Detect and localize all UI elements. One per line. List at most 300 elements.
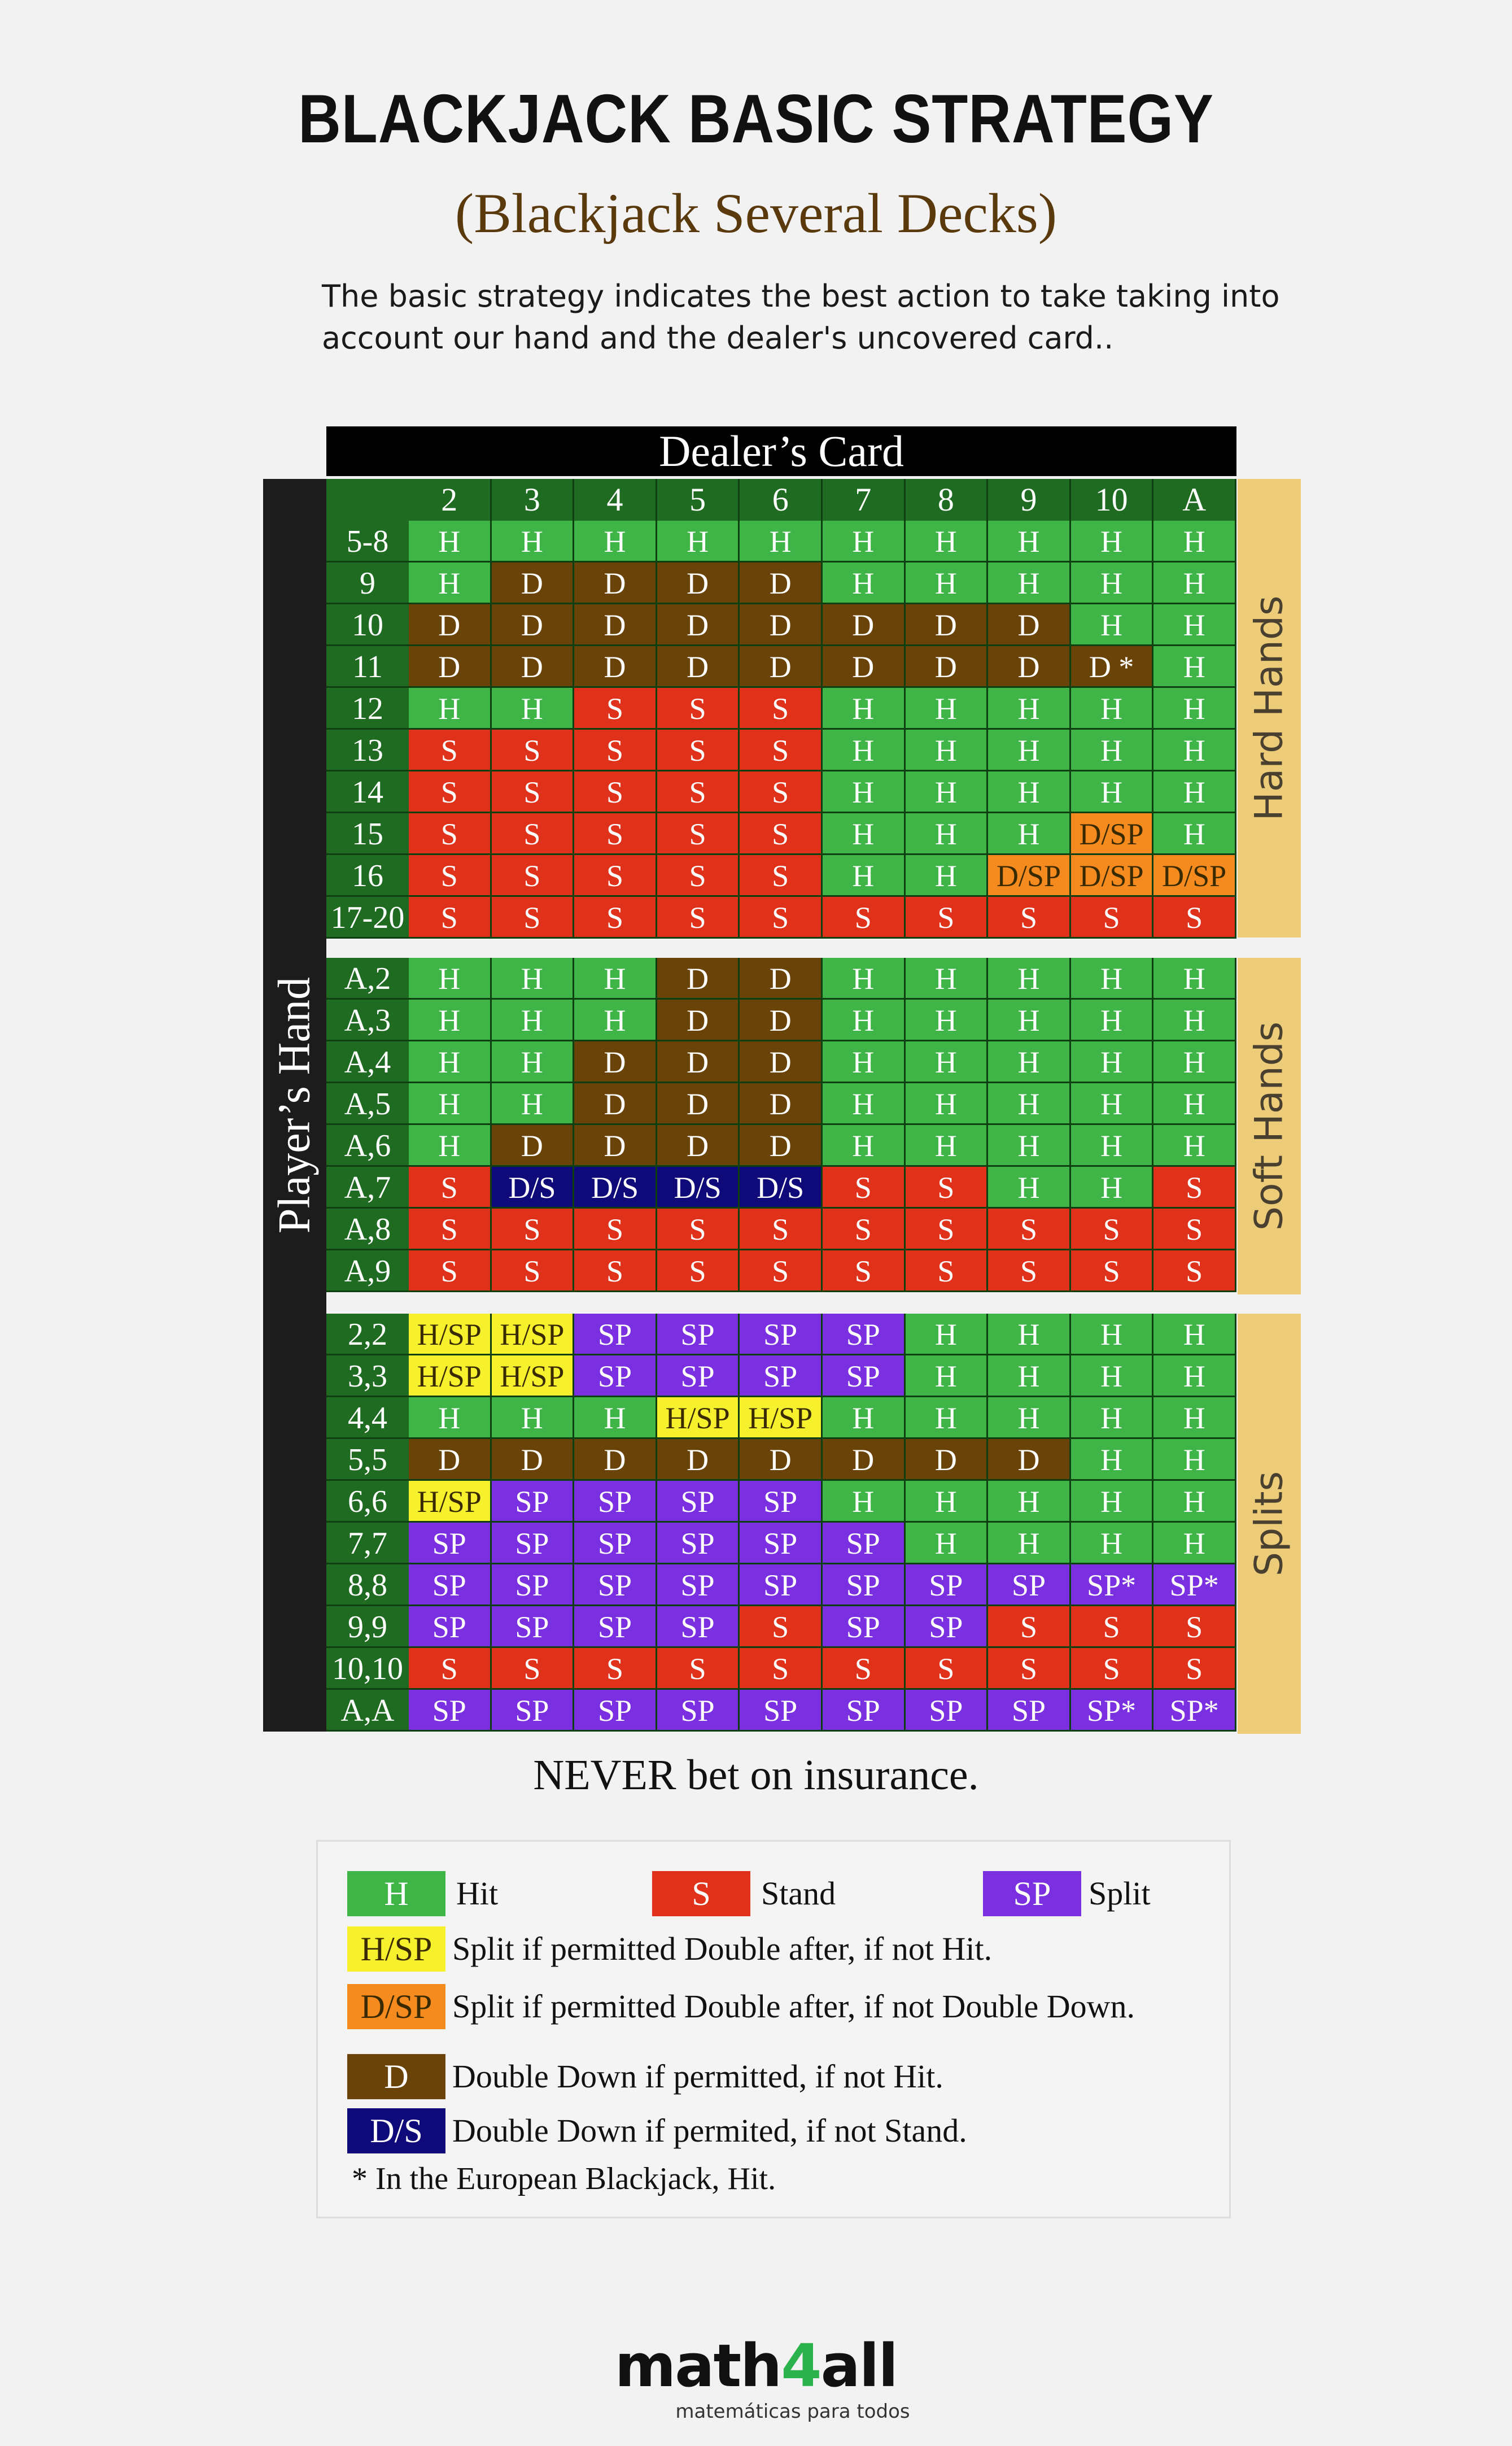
strategy-cell: H	[409, 1083, 492, 1125]
strategy-cell: SP*	[1153, 1564, 1236, 1606]
strategy-cell: H	[1153, 730, 1236, 771]
strategy-cell: H	[1071, 1314, 1154, 1355]
legend-split-text: Split	[1089, 1875, 1151, 1912]
strategy-cell: H	[1153, 1481, 1236, 1523]
strategy-cell: D	[657, 958, 740, 1000]
strategy-cell: H	[906, 1000, 989, 1041]
strategy-cell: H	[1153, 1397, 1236, 1439]
strategy-cell: S	[409, 1250, 492, 1292]
row-label: 9	[326, 563, 409, 604]
strategy-cell: SP	[823, 1523, 906, 1564]
strategy-cell: S	[1153, 897, 1236, 939]
strategy-cell: H	[823, 1041, 906, 1083]
row-label: 13	[326, 730, 409, 771]
strategy-cell: H	[574, 1000, 657, 1041]
strategy-cell: H	[1071, 604, 1154, 646]
strategy-cell: H	[1153, 1041, 1236, 1083]
strategy-cell: D/S	[492, 1167, 575, 1209]
side-label-hard-hands	[1238, 479, 1301, 938]
dealer-card-3: 3	[492, 479, 575, 521]
table-row	[326, 1083, 1236, 1125]
strategy-cell: H	[574, 1397, 657, 1439]
strategy-cell: S	[574, 855, 657, 897]
strategy-cell: SP*	[1153, 1690, 1236, 1732]
table-row	[326, 1397, 1236, 1439]
strategy-cell: H	[1153, 1125, 1236, 1167]
page-subtitle: (Blackjack Several Decks)	[455, 182, 1057, 245]
strategy-cell: S	[657, 771, 740, 813]
strategy-cell: D	[906, 646, 989, 688]
strategy-cell: H	[1153, 771, 1236, 813]
legend-hit-text: Hit	[456, 1875, 499, 1912]
strategy-cell: H	[823, 771, 906, 813]
player-hand-label: Player’s Hand	[269, 977, 320, 1233]
strategy-cell: SP	[823, 1606, 906, 1648]
strategy-cell: S	[1153, 1606, 1236, 1648]
strategy-cell: H	[1071, 958, 1154, 1000]
strategy-cell: D	[657, 1041, 740, 1083]
row-label: 14	[326, 771, 409, 813]
strategy-cell: S	[409, 897, 492, 939]
strategy-cell: H	[988, 1167, 1071, 1209]
strategy-cell: H/SP	[492, 1314, 575, 1355]
strategy-cell: D	[492, 646, 575, 688]
row-label: A,7	[326, 1167, 409, 1209]
strategy-cell: S	[657, 897, 740, 939]
row-label: A,4	[326, 1041, 409, 1083]
strategy-cell: SP	[740, 1355, 823, 1397]
strategy-cell: H	[1071, 1083, 1154, 1125]
strategy-cell: H	[1071, 1523, 1154, 1564]
strategy-cell: SP*	[1071, 1690, 1154, 1732]
strategy-cell: H	[823, 1083, 906, 1125]
strategy-cell: SP	[740, 1314, 823, 1355]
strategy-cell: H	[906, 855, 989, 897]
strategy-cell: H	[906, 1083, 989, 1125]
strategy-cell: H/SP	[492, 1355, 575, 1397]
strategy-cell: H	[1071, 563, 1154, 604]
strategy-cell: H	[988, 1041, 1071, 1083]
strategy-cell: S	[906, 1250, 989, 1292]
strategy-cell: H	[1153, 1355, 1236, 1397]
strategy-cell: S	[409, 1648, 492, 1690]
strategy-cell: S	[823, 1167, 906, 1209]
strategy-cell: S	[574, 1250, 657, 1292]
strategy-cell: D	[574, 1439, 657, 1481]
row-label: A,6	[326, 1125, 409, 1167]
table-row	[326, 604, 1236, 646]
strategy-cell: SP*	[1071, 1564, 1154, 1606]
row-label: A,5	[326, 1083, 409, 1125]
strategy-cell: SP	[657, 1606, 740, 1648]
strategy-cell: D	[740, 646, 823, 688]
legend-dsp-text: Split if permitted Double after, if not Double Down.	[452, 1988, 1135, 2025]
strategy-cell: H	[988, 958, 1071, 1000]
strategy-cell: S	[492, 1209, 575, 1250]
table-row	[326, 855, 1236, 897]
strategy-cell: SP	[906, 1690, 989, 1732]
strategy-cell: H	[409, 563, 492, 604]
strategy-cell: SP	[823, 1690, 906, 1732]
strategy-cell: H	[823, 563, 906, 604]
strategy-cell: SP	[988, 1690, 1071, 1732]
strategy-cell: H	[988, 563, 1071, 604]
row-label: 5-8	[326, 521, 409, 563]
strategy-cell: SP	[906, 1564, 989, 1606]
legend-hit-swatch: H	[347, 1871, 445, 1916]
strategy-cell: H	[823, 1397, 906, 1439]
strategy-cell: H	[1071, 1397, 1154, 1439]
table-row	[326, 1250, 1236, 1292]
strategy-cell: S	[574, 1209, 657, 1250]
strategy-cell: D	[740, 1125, 823, 1167]
strategy-cell: SP	[492, 1523, 575, 1564]
strategy-cell: H	[574, 958, 657, 1000]
strategy-cell: H/SP	[409, 1481, 492, 1523]
dealer-card-10: 10	[1071, 479, 1154, 521]
strategy-cell: H	[906, 1523, 989, 1564]
row-label: 17-20	[326, 897, 409, 939]
strategy-cell: D	[574, 1041, 657, 1083]
strategy-cell: SP	[492, 1606, 575, 1648]
strategy-cell: S	[1071, 1250, 1154, 1292]
legend-footnote: * In the European Blackjack, Hit.	[352, 2161, 776, 2196]
strategy-cell: H	[906, 1125, 989, 1167]
strategy-cell: D/S	[740, 1167, 823, 1209]
strategy-cell: SP	[906, 1606, 989, 1648]
table-row	[326, 646, 1236, 688]
table-row	[326, 1167, 1236, 1209]
strategy-cell: H	[988, 730, 1071, 771]
row-label: A,2	[326, 958, 409, 1000]
strategy-cell: D	[657, 1439, 740, 1481]
strategy-cell: H	[1153, 604, 1236, 646]
strategy-cell: H	[906, 1397, 989, 1439]
strategy-cell: SP	[823, 1314, 906, 1355]
strategy-cell: D	[657, 604, 740, 646]
strategy-cell: H	[823, 730, 906, 771]
strategy-cell: H	[1071, 1355, 1154, 1397]
page-title: BLACKJACK BASIC STRATEGY	[298, 80, 1214, 157]
table-row	[326, 1209, 1236, 1250]
strategy-cell: SP	[574, 1314, 657, 1355]
strategy-cell: D	[492, 563, 575, 604]
table-row	[326, 813, 1236, 855]
table-row	[326, 1690, 1236, 1732]
strategy-cell: S	[740, 855, 823, 897]
strategy-cell: H	[492, 688, 575, 730]
strategy-cell: S	[492, 1250, 575, 1292]
strategy-cell: S	[409, 1209, 492, 1250]
strategy-cell: D	[492, 1439, 575, 1481]
strategy-cell: S	[492, 813, 575, 855]
insurance-warning: NEVER bet on insurance.	[533, 1751, 979, 1799]
strategy-cell: SP	[574, 1564, 657, 1606]
strategy-cell: D	[657, 646, 740, 688]
strategy-cell: H/SP	[409, 1314, 492, 1355]
strategy-cell: SP	[574, 1606, 657, 1648]
strategy-cell: H	[740, 521, 823, 563]
soft-hands-label: Soft Hands	[1247, 1021, 1292, 1231]
strategy-cell: H	[906, 1314, 989, 1355]
strategy-cell: D	[574, 563, 657, 604]
strategy-cell: SP	[657, 1564, 740, 1606]
strategy-cell: S	[409, 813, 492, 855]
strategy-cell: D/S	[657, 1167, 740, 1209]
table-row	[326, 1481, 1236, 1523]
row-label: 9,9	[326, 1606, 409, 1648]
strategy-cell: S	[740, 1250, 823, 1292]
strategy-cell: D	[657, 1000, 740, 1041]
strategy-cell: S	[740, 813, 823, 855]
dealer-card-2: 2	[409, 479, 492, 521]
strategy-cell: H	[492, 1083, 575, 1125]
strategy-cell: H	[823, 521, 906, 563]
table-row	[326, 1523, 1236, 1564]
strategy-cell: S	[740, 897, 823, 939]
strategy-cell: D	[740, 1439, 823, 1481]
strategy-cell: H	[906, 1041, 989, 1083]
strategy-cell: D	[740, 958, 823, 1000]
table-row	[326, 1439, 1236, 1481]
strategy-cell: H/SP	[409, 1355, 492, 1397]
strategy-cell: H	[657, 521, 740, 563]
strategy-cell: D	[740, 1000, 823, 1041]
strategy-cell: H	[988, 1125, 1071, 1167]
dealer-card-6: 6	[740, 479, 823, 521]
strategy-cell: S	[1153, 1648, 1236, 1690]
strategy-cell: H	[1153, 1439, 1236, 1481]
strategy-cell: H	[906, 771, 989, 813]
table-row	[326, 1125, 1236, 1167]
strategy-cell: H	[988, 1314, 1071, 1355]
strategy-cell: SP	[657, 1481, 740, 1523]
strategy-cell: SP	[657, 1690, 740, 1732]
strategy-cell: SP	[740, 1564, 823, 1606]
strategy-cell: S	[906, 1209, 989, 1250]
strategy-cell: SP	[657, 1314, 740, 1355]
strategy-cell: S	[906, 1167, 989, 1209]
strategy-cell: SP	[823, 1355, 906, 1397]
legend-d-text: Double Down if permitted, if not Hit.	[452, 2058, 943, 2095]
table-row	[326, 521, 1236, 563]
strategy-cell: D	[657, 1125, 740, 1167]
brand-part-3: all	[820, 2331, 898, 2400]
strategy-cell: H	[906, 730, 989, 771]
strategy-cell: H	[1153, 1000, 1236, 1041]
strategy-cell: SP	[492, 1564, 575, 1606]
row-label: A,8	[326, 1209, 409, 1250]
strategy-cell: D	[988, 604, 1071, 646]
strategy-cell: S	[657, 855, 740, 897]
strategy-cell: H	[906, 1355, 989, 1397]
strategy-cell: H	[492, 1000, 575, 1041]
strategy-cell: H	[1153, 1523, 1236, 1564]
dealer-card-9: 9	[988, 479, 1071, 521]
strategy-cell: D	[823, 604, 906, 646]
strategy-cell: S	[574, 730, 657, 771]
strategy-cell: D	[740, 563, 823, 604]
row-label: 10,10	[326, 1648, 409, 1690]
strategy-cell: S	[740, 1209, 823, 1250]
strategy-cell: H	[1153, 958, 1236, 1000]
legend-stand-text: Stand	[761, 1875, 836, 1912]
legend-stand-swatch: S	[652, 1871, 750, 1916]
strategy-cell: H	[409, 1397, 492, 1439]
strategy-cell: S	[574, 813, 657, 855]
strategy-cell: H	[574, 521, 657, 563]
strategy-cell: H	[906, 563, 989, 604]
table-row	[326, 771, 1236, 813]
strategy-cell: H	[823, 688, 906, 730]
strategy-cell: D	[574, 1083, 657, 1125]
brand-logo	[0, 2331, 1512, 2400]
strategy-cell: SP	[740, 1481, 823, 1523]
strategy-cell: H	[988, 688, 1071, 730]
strategy-cell: H	[906, 813, 989, 855]
strategy-cell: H	[1153, 1083, 1236, 1125]
strategy-cell: H	[823, 958, 906, 1000]
strategy-cell: H	[1153, 1314, 1236, 1355]
strategy-cell: S	[740, 1606, 823, 1648]
strategy-cell: H	[409, 1041, 492, 1083]
strategy-cell: S	[988, 1250, 1071, 1292]
strategy-cell: D	[492, 604, 575, 646]
strategy-cell: D	[988, 646, 1071, 688]
strategy-cell: H	[1071, 1041, 1154, 1083]
strategy-cell: D	[740, 1041, 823, 1083]
strategy-cell: S	[409, 1167, 492, 1209]
strategy-cell: H	[988, 1481, 1071, 1523]
strategy-cell: SP	[492, 1481, 575, 1523]
strategy-cell: H	[823, 813, 906, 855]
dealer-card-4: 4	[574, 479, 657, 521]
legend-hsp-text: Split if permitted Double after, if not Hit.	[452, 1930, 993, 1967]
strategy-cell: S	[740, 771, 823, 813]
table-row	[326, 730, 1236, 771]
strategy-cell: S	[823, 897, 906, 939]
table-row	[326, 958, 1236, 1000]
strategy-cell: SP	[492, 1690, 575, 1732]
side-label-splits	[1238, 1314, 1301, 1734]
strategy-cell: S	[988, 897, 1071, 939]
strategy-cell: S	[409, 730, 492, 771]
table-row	[326, 563, 1236, 604]
strategy-cell: H	[906, 521, 989, 563]
strategy-cell: H	[1071, 1000, 1154, 1041]
strategy-cell: H	[409, 1125, 492, 1167]
strategy-cell: D	[657, 563, 740, 604]
strategy-cell: D	[740, 604, 823, 646]
strategy-cell: SP	[574, 1355, 657, 1397]
table-row	[326, 688, 1236, 730]
legend-d-swatch: D	[347, 2054, 445, 2099]
strategy-cell: H	[1071, 771, 1154, 813]
strategy-cell: D	[906, 604, 989, 646]
strategy-cell: SP	[574, 1690, 657, 1732]
table-row	[326, 1041, 1236, 1083]
row-label: A,A	[326, 1690, 409, 1732]
strategy-cell: D	[657, 1083, 740, 1125]
strategy-cell: D	[409, 604, 492, 646]
strategy-cell: S	[492, 897, 575, 939]
strategy-cell: D	[492, 1125, 575, 1167]
strategy-cell: H	[1153, 646, 1236, 688]
strategy-cell: H	[1153, 563, 1236, 604]
strategy-cell: S	[574, 1648, 657, 1690]
strategy-cell: S	[409, 855, 492, 897]
strategy-cell: H	[1071, 688, 1154, 730]
strategy-cell: H	[823, 1481, 906, 1523]
row-label: 16	[326, 855, 409, 897]
strategy-cell: S	[740, 688, 823, 730]
row-label: 4,4	[326, 1397, 409, 1439]
table-row	[326, 1564, 1236, 1606]
strategy-cell: H	[988, 521, 1071, 563]
strategy-cell: S	[1071, 1648, 1154, 1690]
row-label: 6,6	[326, 1481, 409, 1523]
strategy-cell: S	[823, 1209, 906, 1250]
strategy-cell: SP	[988, 1564, 1071, 1606]
row-label: 12	[326, 688, 409, 730]
strategy-cell: H	[409, 1000, 492, 1041]
strategy-cell: H	[492, 1397, 575, 1439]
strategy-cell: S	[657, 688, 740, 730]
strategy-cell: H/SP	[740, 1397, 823, 1439]
strategy-cell: SP	[409, 1690, 492, 1732]
strategy-cell: SP	[740, 1523, 823, 1564]
strategy-cell: H	[1071, 1125, 1154, 1167]
table-row	[326, 1355, 1236, 1397]
strategy-cell: S	[574, 771, 657, 813]
strategy-cell: SP	[409, 1564, 492, 1606]
brand-tagline: matemáticas para todos	[675, 2400, 910, 2423]
table-row	[326, 1000, 1236, 1041]
row-label: 10	[326, 604, 409, 646]
strategy-cell: S	[1153, 1250, 1236, 1292]
strategy-cell: S	[988, 1209, 1071, 1250]
strategy-cell: H	[1071, 521, 1154, 563]
table-row	[326, 897, 1236, 939]
strategy-cell: H	[1071, 730, 1154, 771]
splits-label: Splits	[1247, 1471, 1292, 1577]
dealer-card-8: 8	[906, 479, 989, 521]
strategy-cell: SP	[823, 1564, 906, 1606]
strategy-cell: SP	[657, 1523, 740, 1564]
strategy-cell: SP	[740, 1690, 823, 1732]
strategy-cell: S	[823, 1648, 906, 1690]
intro-text: The basic strategy indicates the best action to take taking into account our hand and the dealer's uncovered card..	[322, 278, 1280, 356]
strategy-cell: S	[740, 730, 823, 771]
strategy-cell: D	[574, 646, 657, 688]
row-label: 8,8	[326, 1564, 409, 1606]
strategy-cell: S	[1071, 1606, 1154, 1648]
strategy-cell: S	[657, 1250, 740, 1292]
strategy-cell: H	[988, 813, 1071, 855]
strategy-cell: S	[657, 813, 740, 855]
strategy-cell: H	[1153, 688, 1236, 730]
strategy-cell: H	[1153, 521, 1236, 563]
brand-part-1: math	[614, 2331, 781, 2400]
strategy-cell: D/SP	[1071, 855, 1154, 897]
strategy-cell: SP	[657, 1355, 740, 1397]
row-label: 7,7	[326, 1523, 409, 1564]
legend	[316, 1840, 1231, 2218]
strategy-cell: SP	[574, 1481, 657, 1523]
dealer-card-5: 5	[657, 479, 740, 521]
strategy-cell: H	[492, 521, 575, 563]
brand-part-2: 4	[781, 2331, 821, 2400]
